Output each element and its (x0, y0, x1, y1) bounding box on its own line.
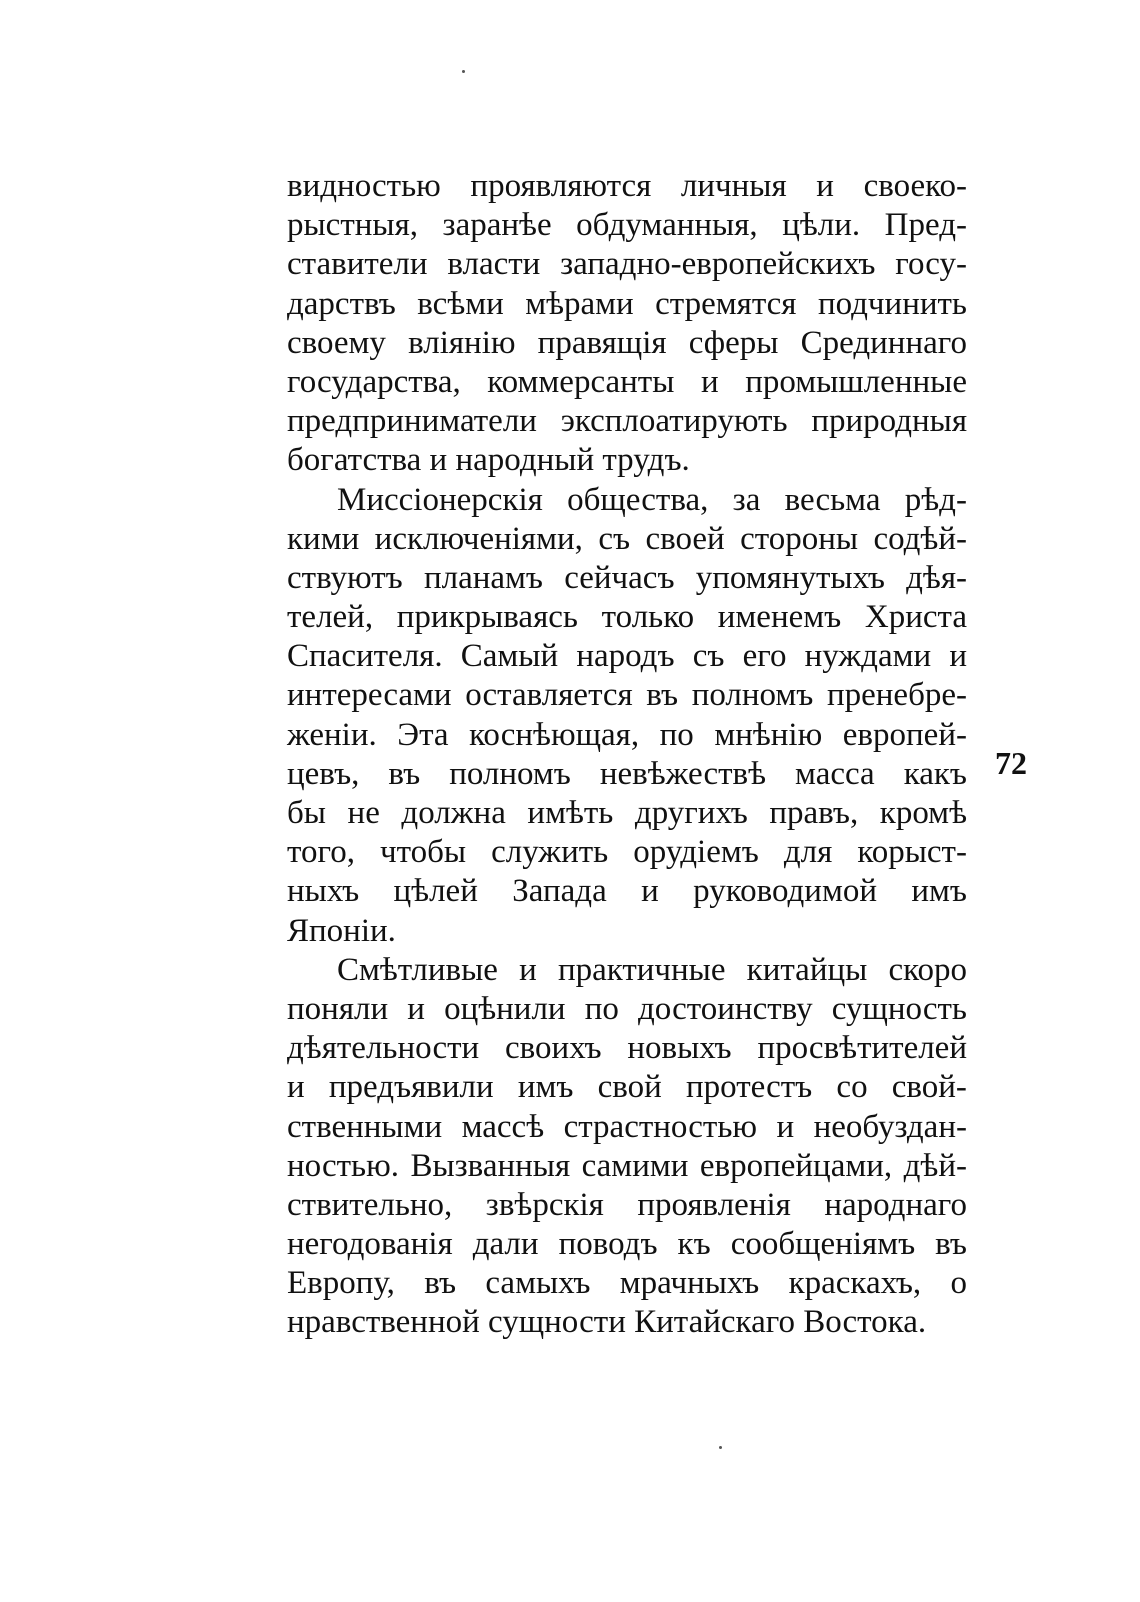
word: за (732, 481, 761, 518)
word: мѣрами (525, 285, 634, 322)
word: цевъ, (287, 755, 360, 792)
word: западно-европейскихъ (560, 246, 876, 283)
word: того, (287, 834, 355, 871)
word: краскахъ, (788, 1265, 922, 1302)
word: другихъ (634, 795, 748, 831)
word: правящія (537, 324, 667, 361)
word: страстностью (563, 1108, 758, 1145)
word: Смѣтливые (337, 951, 498, 988)
word: имъ (517, 1069, 574, 1106)
word: предприниматели (287, 403, 537, 440)
text-line (287, 1108, 967, 1147)
word: скоро (888, 951, 967, 988)
word: самыхъ (485, 1265, 591, 1302)
word: и (407, 990, 425, 1027)
word: чтобы (380, 834, 467, 871)
word: оцѣнили (444, 990, 566, 1027)
word: предъявили (328, 1069, 494, 1106)
word: госу- (895, 246, 967, 283)
text-line (287, 755, 967, 794)
word: протестъ (685, 1069, 813, 1106)
text-line (287, 285, 967, 324)
word: всѣми (417, 285, 504, 322)
text-line-content: богатства и народный трудъ. (287, 442, 690, 479)
page-number: 72 (995, 745, 1027, 781)
word: коммерсанты (487, 363, 675, 400)
word: рыстныя, (287, 207, 419, 244)
word: рѣд- (904, 481, 967, 518)
word: самими (581, 1147, 689, 1184)
text-line-content: нравственной сущности Китайскаго Востока. (287, 1304, 927, 1341)
word: по (659, 716, 694, 753)
text-line (287, 912, 967, 951)
word: Христа (864, 599, 967, 636)
word: подчинить (817, 285, 967, 322)
word: служить (491, 834, 609, 871)
word: весьма (784, 481, 881, 518)
word: Самый (460, 638, 559, 675)
word: власти (447, 246, 541, 283)
word: государства, (287, 363, 461, 400)
paragraph (287, 951, 967, 1343)
word: стремятся (655, 285, 797, 322)
scan-speck-top (462, 70, 465, 73)
text-line (287, 559, 967, 598)
word: дѣятельности (287, 1030, 480, 1067)
text-line (287, 637, 967, 676)
text-line (287, 990, 967, 1029)
word: только (601, 599, 695, 636)
text-line (287, 872, 967, 911)
word: для (783, 834, 833, 871)
word: не (347, 795, 380, 831)
word: оставляется (465, 677, 633, 714)
word: дарствъ (287, 285, 396, 322)
paragraph (287, 167, 967, 481)
word: эксплоатирують (560, 403, 788, 440)
word: корыст- (857, 834, 967, 871)
word: содѣй- (873, 520, 967, 557)
word: съ (692, 638, 725, 675)
text-line (287, 1264, 967, 1303)
word: мнѣнію (714, 716, 823, 753)
word: личныя (680, 168, 787, 204)
word: просвѣтителей (757, 1030, 967, 1067)
word: упомянутыхъ (695, 559, 885, 596)
word: свой- (891, 1069, 967, 1106)
text-line (287, 1147, 967, 1186)
word: именемъ (717, 599, 842, 636)
word: негодованія (287, 1226, 453, 1263)
word: европей- (842, 716, 967, 753)
text-line (287, 206, 967, 245)
text-line (287, 794, 967, 833)
word: дѣя- (906, 559, 967, 596)
word: въ (388, 755, 421, 792)
word: заранѣе (442, 207, 552, 244)
word: китайцы (746, 951, 868, 988)
word: прикрываясь (396, 599, 578, 636)
word: ныхъ (287, 873, 360, 910)
word: народъ (576, 638, 675, 675)
word: въ (424, 1265, 457, 1302)
word: ствуютъ (287, 559, 403, 596)
word: полномъ (449, 755, 571, 792)
text-line (287, 1303, 967, 1342)
text-line (287, 324, 967, 363)
word: стороны (740, 520, 859, 557)
word: и (816, 168, 834, 204)
word: кромѣ (879, 795, 967, 831)
word: своей (645, 520, 725, 557)
text-line (287, 520, 967, 559)
word: массѣ (461, 1108, 545, 1145)
word: проявленія (637, 1186, 791, 1223)
word: и (519, 951, 537, 988)
word: Спасителя. (287, 638, 443, 675)
word: сущность (831, 990, 967, 1027)
text-line (287, 716, 967, 755)
word: должна (401, 795, 506, 831)
word: своеко- (863, 168, 967, 204)
word: орудіемъ (633, 834, 759, 871)
word: пренебре- (826, 677, 967, 714)
word: правъ, (769, 795, 859, 831)
word: Миссіонерскія (337, 481, 543, 518)
text-line-content: Японіи. (287, 912, 396, 949)
word: исключеніями, (374, 520, 583, 557)
word: общества, (567, 481, 709, 518)
word: проявляются (470, 168, 652, 204)
word: Вызванныя (410, 1147, 571, 1184)
word: поняли (287, 990, 389, 1027)
word: имѣть (527, 795, 614, 831)
word: ностью. (287, 1147, 400, 1184)
word: Европу, (287, 1265, 395, 1302)
word: своему (287, 324, 386, 361)
text-line (287, 167, 967, 206)
word: европейцами, (699, 1147, 893, 1184)
word: и (776, 1108, 795, 1145)
word: сообщеніямъ (730, 1226, 916, 1263)
word: въ (935, 1226, 967, 1263)
paragraph (287, 481, 967, 951)
word: сейчасъ (564, 559, 675, 596)
text-line (287, 441, 967, 480)
word: масса (795, 755, 875, 792)
word: ственными (287, 1108, 443, 1145)
word: Запада (512, 873, 607, 910)
word: въ (646, 677, 679, 714)
word: планамъ (423, 559, 543, 596)
word: его (742, 638, 787, 675)
word: телей, (287, 599, 374, 636)
word: Эта (397, 716, 449, 753)
text-line (287, 676, 967, 715)
text-line (287, 481, 967, 520)
word: природныя (811, 403, 967, 440)
word: достоинству (638, 990, 813, 1027)
word: поводъ (558, 1226, 658, 1263)
word: невѣжествѣ (599, 755, 767, 792)
word: необуздан- (813, 1108, 967, 1145)
word: руководимой (693, 873, 877, 910)
word: нуждами (804, 638, 932, 675)
text-line (287, 1225, 967, 1264)
word: съ (598, 520, 631, 557)
text-line (287, 951, 967, 990)
word: какъ (903, 755, 967, 792)
text-line (287, 402, 967, 441)
text-line (287, 1068, 967, 1107)
word: со (836, 1069, 868, 1106)
word: своихъ (505, 1030, 602, 1067)
word: по (584, 990, 619, 1027)
word: интересами (287, 677, 452, 714)
word: къ (677, 1226, 711, 1263)
word: народнаго (824, 1186, 967, 1223)
word: и (700, 363, 719, 400)
text-line (287, 833, 967, 872)
word: Пред- (884, 207, 967, 244)
word: вліянію (408, 324, 516, 361)
scan-speck-bottom (719, 1446, 722, 1449)
word: сферы (688, 324, 779, 361)
word: видностью (287, 168, 441, 204)
text-line (287, 363, 967, 402)
word: имъ (911, 873, 967, 910)
word: Срединнаго (800, 324, 967, 361)
word: и (287, 1069, 305, 1106)
word: цѣлей (393, 873, 478, 910)
word: бы (287, 795, 326, 831)
text-line (287, 245, 967, 284)
word: о (950, 1265, 967, 1302)
word: полномъ (691, 677, 814, 714)
text-line (287, 598, 967, 637)
word: ствительно, (287, 1186, 453, 1223)
word: и (641, 873, 659, 910)
word: дали (472, 1226, 539, 1263)
word: свой (597, 1069, 662, 1106)
text-line (287, 1029, 967, 1068)
page-body-text (287, 167, 967, 1343)
word: женіи. (287, 716, 377, 753)
word: и (949, 638, 967, 675)
text-line (287, 1186, 967, 1225)
word: кими (287, 520, 360, 557)
word: звѣрскія (485, 1186, 604, 1223)
word: ставители (287, 246, 428, 283)
word: дѣй- (903, 1147, 967, 1184)
word: цѣли. (782, 207, 861, 244)
word: обдуманныя, (576, 207, 758, 244)
word: новыхъ (627, 1030, 732, 1067)
word: практичные (557, 951, 726, 988)
word: промышленные (745, 363, 967, 400)
word: коснѣющая, (469, 716, 640, 753)
word: мрачныхъ (619, 1265, 760, 1302)
